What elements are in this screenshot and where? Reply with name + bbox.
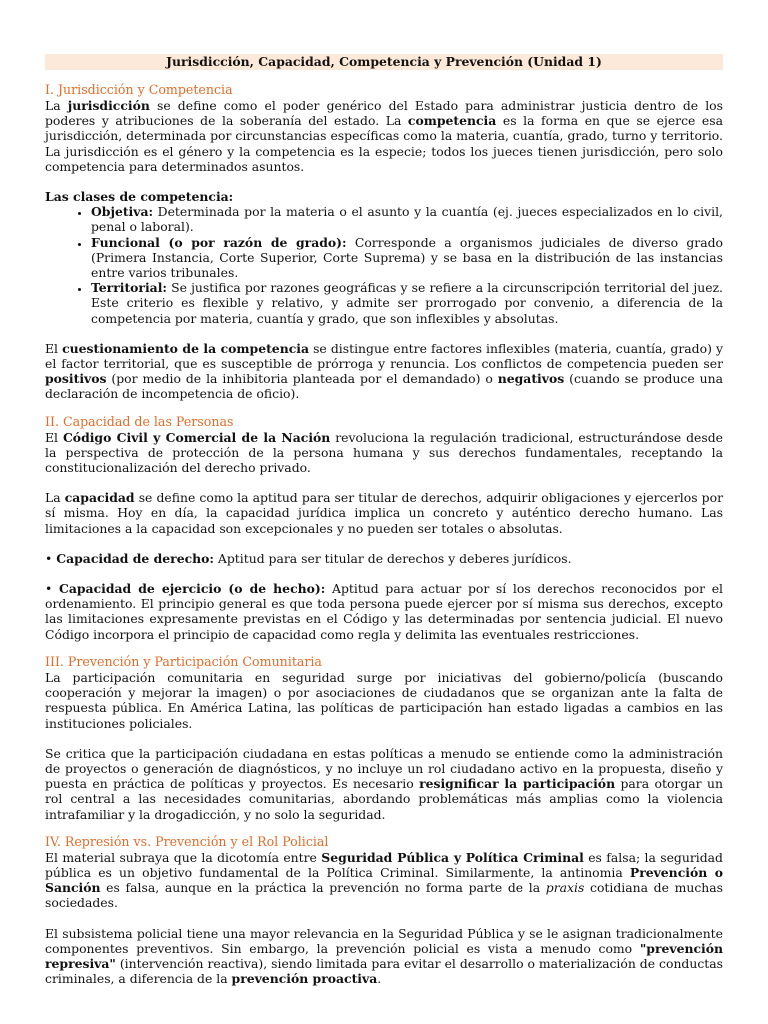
section-heading-represion: IV. Represión vs. Prevención y el Rol Policial bbox=[45, 833, 329, 849]
clases-title: Las clases de competencia: bbox=[45, 189, 234, 205]
paragraph-capacidad: La capacidad se define como la aptitud para ser titular de derechos, adquirir obligaciones y ejercerlos por sí misma. Hoy en día, la capacidad jurídica implica un concreto y auténtico derecho humano. Las limitaciones a la capacidad son excepcionales y no pueden ser totales o absolutas. bbox=[45, 490, 723, 536]
list-item: • Territorial: Se justifica por razones geográficas y se refiere a la circunscripción territorial del juez. Este criterio es flexible y relativo, y admite ser prorrogado por convenio, a diferencia de la competencia por materia, cuantía y grado, que son inflexibles y absolutas. bbox=[91, 280, 723, 326]
paragraph-codigo: El Código Civil y Comercial de la Nación revoluciona la regulación tradicional, estructurándose desde la perspectiva de protección de la persona humana y sus derechos fundamentales, receptando la constitucionalización del derecho privado. bbox=[45, 429, 723, 476]
paragraph-cuestionamiento: El cuestionamiento de la competencia se distingue entre factores inflexibles (materia, cuantía, grado) y el factor territorial, que es susceptible de prórroga y renuncia. Los conflictos de competencia pueden ser positivos (por medio de la inhibitoria planteada por el demandado) o negativos (cuando se produce una declaración de incompetencia de oficio). bbox=[45, 340, 723, 402]
document-page bbox=[45, 54, 723, 986]
paragraph-subsistema-policial: El subsistema policial tiene una mayor relevancia en la Seguridad Pública y se le asignan tradicionalmente componentes preventivos. Sin embargo, la prevención policial es vista a menudo como "prevención represiva" (intervención reactiva), siendo limitada para evitar el desarrollo o materialización de conductas criminales, a diferencia de la prevención proactiva. bbox=[45, 925, 723, 987]
document-title: Jurisdicción, Capacidad, Competencia y Prevención (Unidad 1) bbox=[45, 54, 723, 70]
section-heading-prevencion: III. Prevención y Participación Comunitaria bbox=[45, 653, 322, 669]
clases-list bbox=[45, 204, 723, 326]
list-item: • Funcional (o por razón de grado): Corresponde a organismos judiciales de diverso grado (Primera Instancia, Corte Superior, Corte Suprema) y se basa en la distribución de las instancias entre varios tribunales. bbox=[91, 235, 723, 281]
paragraph-jurisdiccion: La jurisdicción se define como el poder genérico del Estado para administrar justicia dentro de los poderes y atribuciones de la soberanía del estado. La competencia es la forma en que se ejerce esa jurisdicción, determinada por circunstancias específicas como la materia, cuantía, grado, turno y territorio. La jurisdicción es el género y la competencia es la especie; todos los jueces tienen jurisdicción, pero solo competencia para determinados asuntos. bbox=[45, 98, 723, 174]
section-heading-jurisdiccion: I. Jurisdicción y Competencia bbox=[45, 82, 233, 97]
list-item: • Objetiva: Determinada por la materia o el asunto y la cuantía (ej. jueces especializados en lo civil, penal o laboral). bbox=[91, 204, 723, 234]
section-heading-capacidad: II. Capacidad de las Personas bbox=[45, 413, 234, 429]
paragraph-dicotomia: El material subraya que la dicotomía entre Seguridad Pública y Política Criminal es falsa; la seguridad pública es un objetivo fundamental de la Política Criminal. Similarmente, la antinomia Prevención o Sanción es falsa, aunque en la práctica la prevención no forma parte de la praxis cotidiana de muchas sociedades. bbox=[45, 849, 723, 911]
paragraph-participacion: La participación comunitaria en seguridad surge por iniciativas del gobierno/policía (buscando cooperación y mejorar la imagen) o por asociaciones de ciudadanos que se organizan ante la falta de respuesta pública. En América Latina, las políticas de participación han estado ligadas a cambios en las instituciones policiales. bbox=[45, 669, 723, 731]
paragraph-critica: Se critica que la participación ciudadana en estas políticas a menudo se entiende como la administración de proyectos o generación de diagnósticos, y no incluye un rol ciudadano activo en la propuesta, diseño y puesta en práctica de políticas y proyectos. Es necesario resignificar la participación para otorgar un rol central a las necesidades comunitarias, abordando problemáticas más amplias como la violencia intrafamiliar y la drogadicción, y no solo la seguridad. bbox=[45, 745, 723, 822]
paragraph-capacidad-ejercicio: • Capacidad de ejercicio (o de hecho): Aptitud para actuar por sí los derechos reconocidos por el ordenamiento. El principio general es que toda persona puede ejercer por sí misma sus derechos, excepto las limitaciones expresamente previstas en el Código y las determinadas por sentencia judicial. El nuevo Código incorpora el principio de capacidad como regla y delimita las eventuales restricciones. bbox=[45, 581, 724, 642]
paragraph-capacidad-derecho: • Capacidad de derecho: Aptitud para ser titular de derechos y deberes jurídicos. bbox=[45, 550, 572, 566]
